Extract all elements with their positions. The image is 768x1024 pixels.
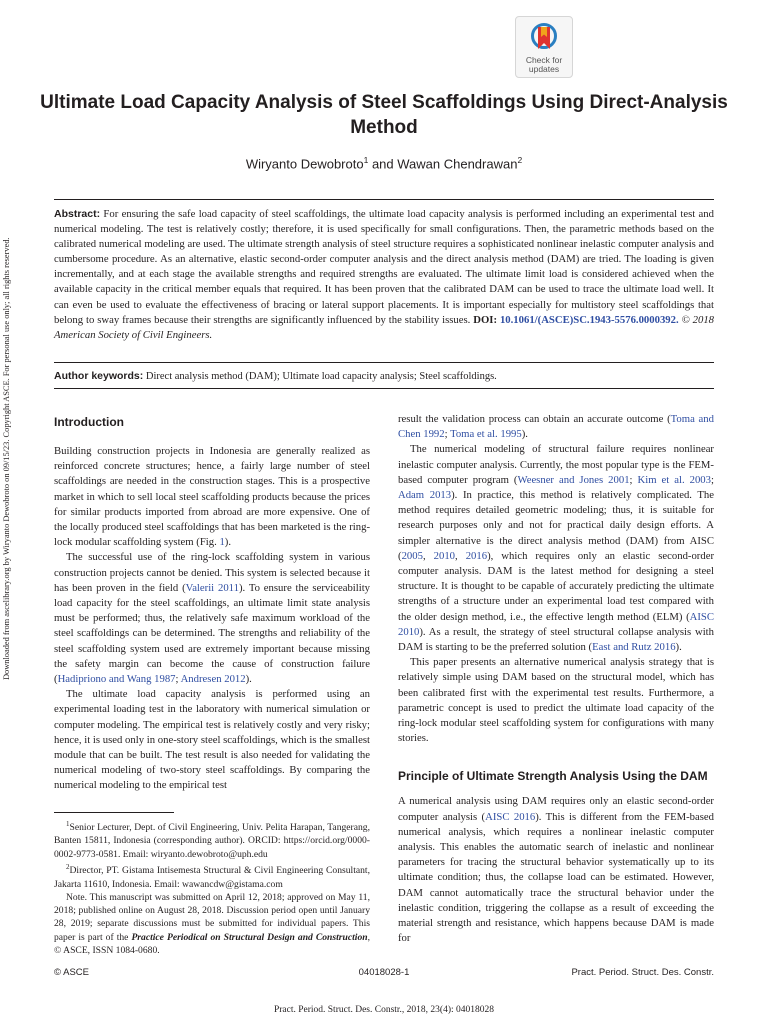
abstract [54, 207, 714, 343]
author-name[interactable]: Wawan Chendrawan [397, 156, 518, 172]
footnotes [54, 818, 370, 957]
paragraph-text: ; [710, 473, 714, 486]
footnote-marker: 1 [66, 820, 70, 828]
paragraph-text: ). [675, 641, 682, 654]
abstract-copyright: © 2018 American Society of Civil Engineers. [54, 313, 715, 341]
note-text: , © ASCE, ISSN 1084-0680. [54, 931, 370, 957]
abstract-label: Abstract: [54, 208, 101, 220]
citation-link[interactable]: AISC 2010 [398, 610, 714, 638]
paragraph-text: The numerical modeling of structural failure requires nonlinear inelastic computer analysis. Currently, the most popular type is the FEM-based computer program ( [398, 443, 714, 486]
citation-link[interactable]: Hadipriono and Wang 1987 [57, 673, 176, 686]
footnote [54, 818, 370, 861]
paragraph-text: ; [444, 428, 451, 441]
citation-link[interactable]: Weesner and Jones 2001 [517, 473, 630, 486]
check-for-updates-icon [531, 23, 557, 53]
body-paragraph [398, 412, 714, 442]
body-paragraph [54, 444, 370, 550]
citation-link[interactable]: East and Rutz 2016 [592, 641, 676, 654]
paragraph-text: result the validation process can obtain an accurate outcome ( [398, 413, 671, 425]
submission-note [54, 891, 370, 957]
citation-link[interactable]: AISC 2016 [485, 810, 536, 823]
citation-link[interactable]: Toma et al. 1995 [450, 428, 522, 441]
author-affiliation-marker: 1 [363, 155, 369, 165]
paragraph-text: The successful use of the ring-lock scaffolding system in various construction projects cannot be denied. This system is selected because it has been proven in the field ( [54, 551, 370, 594]
paragraph-text: ). In practice, this method is relatively complicated. The method requires detailed geometric modeling; thus, it is suitable for research purposes only and not for practical daily design efforts. A simpler alternative is the direct analysis method (DAM) from AISC ( [398, 489, 714, 562]
citation-link[interactable]: 2010 [433, 549, 455, 562]
body-paragraph: This paper presents an alternative numerical analysis strategy that is relatively simple using DAM based on the structural model, which has been calibrated first with the experimental test results. Furthermore, a parametric concept is used to predict the ultimate load capacity of the ring-lock modular steel scaffolding system for configurations with many stories. [398, 656, 714, 745]
citation-line: Pract. Period. Struct. Des. Constr., 2018, 23(4): 04018028 [273, 1005, 495, 1015]
author-affiliation-marker: 2 [517, 155, 523, 165]
footnote-divider [54, 812, 174, 813]
section-heading: Introduction [54, 415, 124, 429]
citation-link[interactable]: 2005 [401, 549, 423, 562]
check-for-updates-badge[interactable] [515, 16, 573, 78]
journal-name: Practice Periodical on Structural Design and Construction [131, 931, 368, 943]
keywords-label: Author keywords: [54, 370, 144, 382]
figure-link[interactable]: 1 [219, 536, 225, 549]
paragraph-text: ). [245, 673, 252, 686]
section-heading: Principle of Ultimate Strength Analysis Using the DAM [398, 769, 708, 784]
footer-publisher: © ASCE [54, 967, 89, 978]
paragraph-text: ; [629, 473, 638, 486]
abstract-middle-divider [54, 362, 714, 363]
body-paragraph [398, 794, 714, 946]
paragraph-text: A numerical analysis using DAM requires only an elastic second-order computer analysis ( [398, 795, 714, 823]
page-footer [54, 967, 714, 983]
author-name[interactable]: Wiryanto Dewobroto [245, 156, 364, 172]
citation-link[interactable]: Toma and Chen 1992 [398, 413, 714, 441]
citation-link[interactable]: Andresen 2012 [180, 673, 246, 686]
author-separator: and [368, 156, 398, 172]
abstract-top-divider [54, 199, 714, 200]
body-paragraph [398, 442, 714, 655]
doi-label: DOI: [473, 313, 498, 326]
citation-link[interactable]: Adam 2013 [398, 489, 452, 502]
footer-article-number: 04018028-1 [358, 967, 410, 978]
footnote [54, 861, 370, 891]
paragraph-text: , [422, 549, 434, 562]
abstract-text: For ensuring the safe load capacity of steel scaffoldings, the ultimate load capacity analysis is performed including an experimental test and numerical modeling. The test is relatively costly; therefore, it is used specifically for small configurations. Then, the parametric methods based on the calibrated numerical modeling are used. The ultimate strength analysis of steel structure requires a sophisticated nonlinear inelastic computer analysis and cumbersome procedure. As an alternative, elastic second-order computer analysis and the direct analysis method (DAM) are tried. The loading is given incrementally, and at each stage the available strengths and required strengths are evaluated. The ultimate limit load is considered achieved when the available capacity in the critical member equals that required. It has been proven that the calibrated DAM can be used to trace the ultimate load well. It can even be used to evaluate the effectiveness of bracing or lateral support placements. It is important especially for multistory steel scaffoldings that belong to sway frames because their strengths are significantly influenced by the stability issues. [54, 208, 714, 326]
paragraph-text: ; [175, 673, 181, 686]
check-for-updates-label: Check for updates [525, 55, 563, 74]
citation-link[interactable]: Valerii 2011 [185, 581, 239, 594]
paragraph-text: ). To ensure the serviceability load capacity for the steel scaffoldings, an ultimate limit state analysis must be performed; thus, the relatively safe maximum workload of the steel scaffoldings can be determined. The strengths and reliability of the steel scaffolding system used are extremely important because missing the safety margin can become the cause of construction failure ( [54, 581, 371, 686]
paragraph-text: Building construction projects in Indonesia are generally realized as reinforced concrete structures; hence, a fairly large number of steel scaffoldings are needed in the construction stages. This is a prospective market in which to sell local steel scaffolding products because the prices for similar products imported from abroad are more expensive. One of the locally produced steel scaffoldings that has been marketed is the ring-lock modular scaffolding system (Fig. [54, 445, 370, 549]
author-list [40, 155, 728, 171]
paragraph-text: ). This is different from the FEM-based numerical analysis, which requires a nonlinear inelastic computer analysis. This enables the automatic search of inelastic and nonlinear parameters for tracing the structural behavior systematically up to its ultimate condition; thus, the collapse load can be estimated. However, DAM cannot automatically trace the structural behavior under the inelastic condition, triggering the collapse as a result of exceeding the material strength and resistance, which happens because DAM is made for [398, 810, 714, 945]
left-column [54, 412, 370, 794]
keywords-bottom-divider [54, 388, 714, 389]
paragraph-text: ). [521, 428, 528, 441]
keywords-text: Direct analysis method (DAM); Ultimate load capacity analysis; Steel scaffoldings. [143, 371, 497, 382]
download-watermark: Downloaded from ascelibrary.org by Wiryanto Dewobroto on 09/15/23. Copyright ASCE. For personal use only; all rights reserved. [2, 237, 11, 680]
paragraph-text: , [455, 549, 466, 562]
footnote-text: Senior Lecturer, Dept. of Civil Engineering, Univ. Pelita Harapan, Tangerang, Banten 15811, Indonesia (corresponding author). ORCID: https://orcid.org/0000-0002-9773-0581. Email: wiryanto.dewobroto@uph.edu [54, 822, 370, 860]
author-keywords [54, 369, 714, 384]
footer-journal-abbrev: Pract. Period. Struct. Des. Constr. [571, 967, 714, 978]
citation-link[interactable]: Kim et al. 2003 [637, 473, 711, 486]
footnote-marker: 2 [66, 863, 70, 872]
citation-link[interactable]: 2016 [465, 549, 488, 562]
note-text: Note. This manuscript was submitted on April 12, 2018; approved on May 11, 2018; published online on August 28, 2018. Discussion period open until January 28, 2019; separate discussions must be submitted for individual papers. This paper is part of the [54, 891, 370, 943]
paragraph-text: ). As a result, the strategy of steel structural collapse analysis with DAM is starting to be the preferred solution ( [398, 625, 714, 654]
paragraph-text: ). [224, 536, 232, 549]
footnote-text: Director, PT. Gistama Intisemesta Structural & Civil Engineering Consultant, Jakarta 11610, Indonesia. Email: wawancdw@gistama.com [54, 865, 370, 890]
body-paragraph [54, 550, 370, 687]
doi-link[interactable]: 10.1061/(ASCE)SC.1943-5576.0000392. [499, 313, 679, 326]
paper-title: Ultimate Load Capacity Analysis of Steel Scaffoldings Using Direct-Analysis Method [40, 92, 728, 138]
body-paragraph: The ultimate load capacity analysis is performed using an experimental loading test in the laboratory with numerical simulation or computer modeling. The empirical test is relatively costly and very risky; hence, it is used only in one-story steel scaffoldings, which is the smallest module that can be built. The test result is also needed for validating the numerical modeling of two-story steel scaffoldings. By comparing the numerical modeling to the empirical test [54, 688, 370, 792]
right-column [398, 412, 714, 947]
paragraph-text: ), which requires only an elastic second-order computer analysis. DAM is the latest method for designing a steel structure. It is thought to be capable of accurately predicting the ultimate strengths of a structure under an experimental load test compared with the older design method, i.e., the effective length method (ELM) ( [398, 549, 715, 623]
